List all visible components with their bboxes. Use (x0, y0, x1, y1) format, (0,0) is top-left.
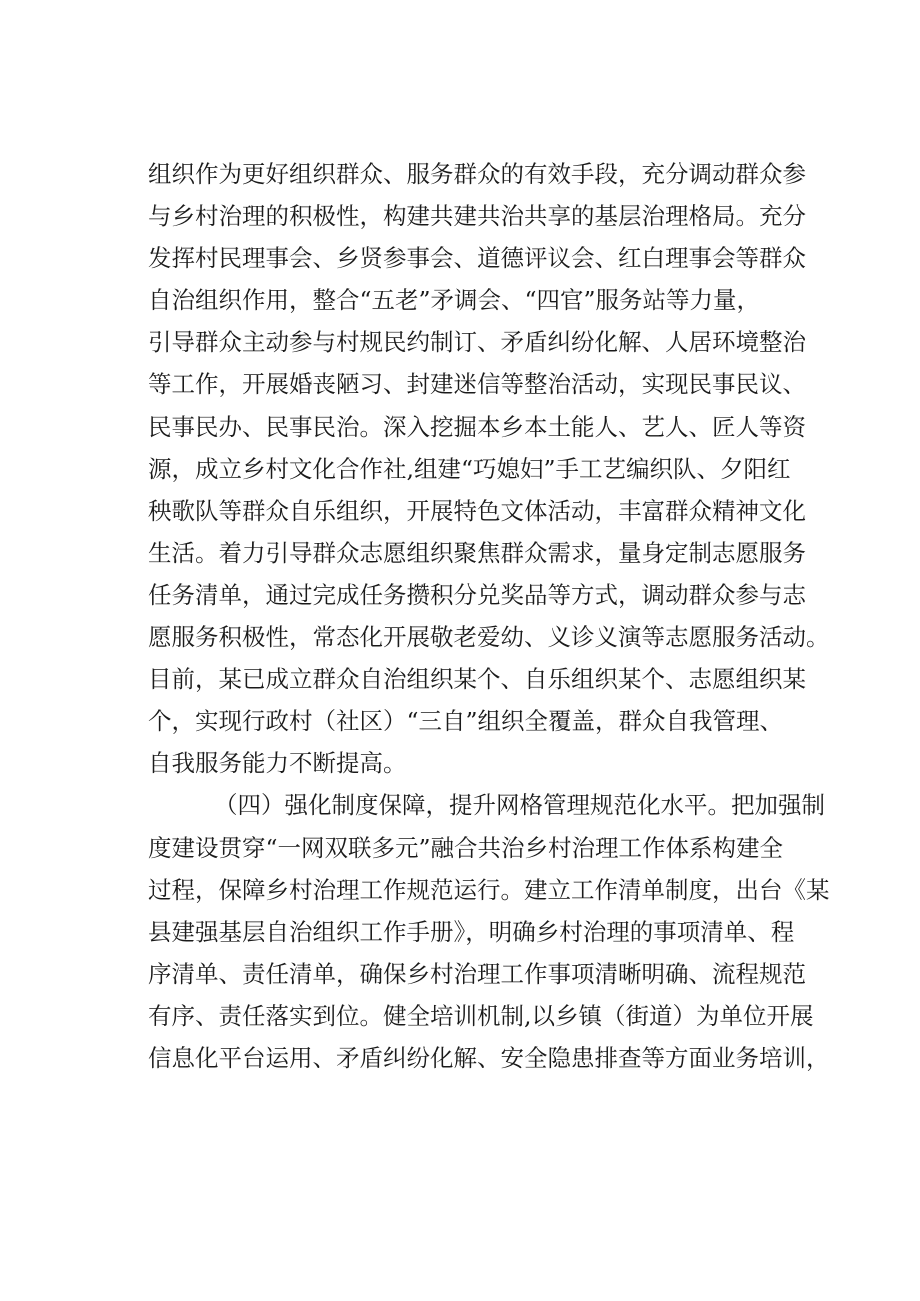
paragraph-line: 民事民办、民事民治。深入挖掘本乡本土能人、艺人、匠人等资 (148, 412, 806, 441)
paragraph-line: 个，实现行政村（社区）“三自”组织全覆盖，群众自我管理、 (148, 707, 784, 736)
paragraph-1 (148, 153, 830, 784)
paragraph-line: 引导群众主动参与村规民约制订、矛盾纠纷化解、人居环境整治 (148, 328, 806, 357)
paragraph-line: 生活。着力引导群众志愿组织聚焦群众需求，量身定制志愿服务 (148, 538, 806, 567)
paragraph-line: 信息化平台运用、矛盾纠纷化解、安全隐患排查等方面业务培训， (148, 1043, 830, 1072)
section-heading-line: （四）强化制度保障，提升网格管理规范化水平。把加强制 (214, 791, 825, 820)
paragraph-line: 组织作为更好组织群众、服务群众的有效手段，充分调动群众参 (148, 160, 806, 188)
paragraph-line: 发挥村民理事会、乡贤参事会、道德评议会、红白理事会等群众 (148, 244, 806, 273)
paragraph-line: 县建强基层自治组织工作手册》，明确乡村治理的事项清单、程 (148, 917, 795, 946)
document-body (148, 153, 830, 1079)
paragraph-line: 等工作，开展婚丧陋习、封建迷信等整治活动，实现民事民议、 (148, 370, 806, 399)
paragraph-line: 序清单、责任清单，确保乡村治理工作事项清晰明确、流程规范 (148, 959, 806, 988)
paragraph-line: 源，成立乡村文化合作社,组建“巧媳妇”手工艺编织队、夕阳红 (148, 454, 791, 483)
paragraph-line: 愿服务积极性，常态化开展敬老爱幼、义诊义演等志愿服务活动。 (148, 623, 830, 652)
paragraph-line: 与乡村治理的积极性，构建共建共治共享的基层治理格局。充分 (148, 202, 806, 231)
paragraph-line: 自我服务能力不断提高。 (148, 749, 407, 778)
paragraph-line: 目前，某已成立群众自治组织某个、自乐组织某个、志愿组织某 (148, 665, 806, 694)
paragraph-line: 度建设贯穿“一网双联多元”融合共治乡村治理工作体系构建全 (148, 833, 784, 862)
paragraph-line: 秧歌队等群众自乐组织，开展特色文体活动，丰富群众精神文化 (148, 496, 806, 525)
paragraph-line: 自治组织作用，整合“五老”矛调会、“四官”服务站等力量， (148, 286, 761, 315)
paragraph-2 (148, 784, 830, 1079)
paragraph-line: 过程，保障乡村治理工作规范运行。建立工作清单制度，出台《某 (148, 875, 830, 904)
paragraph-line: 有序、责任落实到位。健全培训机制,以乡镇（街道）为单位开展 (148, 1001, 814, 1030)
paragraph-line: 任务清单，通过完成任务攒积分兑奖品等方式，调动群众参与志 (148, 580, 806, 609)
